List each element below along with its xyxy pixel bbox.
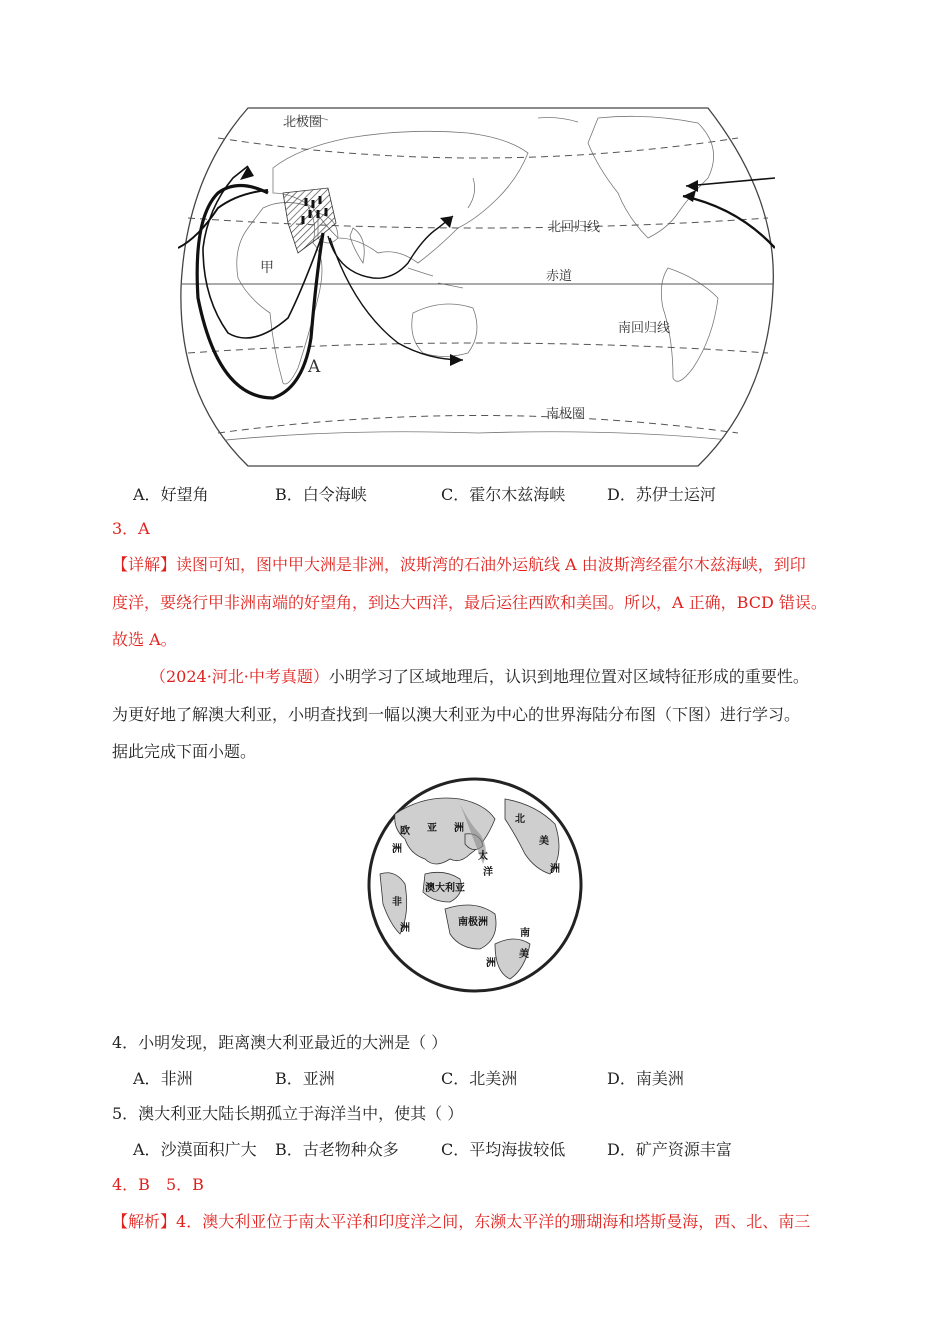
globe-north-america-3: 洲 [550, 864, 560, 875]
globe-africa-2: 洲 [400, 923, 410, 934]
globe-pacific-2: 洋 [483, 867, 493, 878]
globe-south-america-3: 洲 [486, 958, 496, 969]
q5-option-d[interactable] [607, 1138, 732, 1162]
label-equator: 赤道 [546, 269, 573, 284]
q3-detail-line-1 [112, 553, 806, 577]
option-text: 平均海拔较低 [469, 1140, 566, 1159]
q3-option-a[interactable] [133, 483, 209, 507]
option-letter: D． [607, 1140, 636, 1159]
q3-answer: 3．A [112, 519, 150, 538]
map-border [181, 108, 773, 466]
q3-option-d[interactable] [607, 483, 716, 507]
q4-option-c[interactable] [441, 1067, 517, 1091]
globe-south-america-1: 南 [520, 928, 530, 939]
answers-4-5: 4．B 5．B [112, 1175, 204, 1194]
globe-australia: 澳大利亚 [425, 883, 465, 894]
q3-detail-line-2: 度洋，要绕行甲非洲南端的好望角，到达大西洋，最后运往西欧和美国。所以，A 正确，BCD 错误。 [112, 593, 827, 612]
q5-option-b[interactable] [275, 1138, 399, 1162]
option-text: 霍尔木兹海峡 [469, 485, 566, 504]
q5-option-a[interactable] [133, 1138, 257, 1162]
option-letter: A． [133, 485, 161, 504]
globe-map [365, 774, 585, 996]
analysis-tag: 【解析】 [112, 1212, 177, 1231]
globe-north-america-1: 北 [515, 814, 525, 825]
q3-option-b[interactable] [275, 483, 367, 507]
globe-antarctica: 南极洲 [458, 917, 488, 928]
globe-africa-1: 非 [392, 897, 402, 908]
detail-tag: 【详解】 [112, 555, 177, 574]
q4-option-b[interactable] [275, 1067, 335, 1091]
option-text: 苏伊士运河 [635, 485, 716, 504]
option-letter: A． [133, 1069, 161, 1088]
analysis-text: 4．澳大利亚位于南太平洋和印度洋之间，东濒太平洋的珊瑚海和塔斯曼海，西、北、南三 [176, 1212, 811, 1231]
option-text: 亚洲 [302, 1069, 335, 1088]
option-text: 南美洲 [635, 1069, 684, 1088]
analysis-line [112, 1210, 810, 1234]
option-letter: B． [275, 1069, 303, 1088]
q3-detail-line-3: 故选 A。 [112, 630, 177, 649]
q3-option-c[interactable] [441, 483, 565, 507]
option-text: 沙漠面积广大 [160, 1140, 257, 1159]
passage-source: （2024·河北·中考真题） [150, 667, 329, 686]
option-letter: B． [275, 1140, 303, 1159]
globe-asia-2: 洲 [454, 823, 464, 834]
q4-option-a[interactable] [133, 1067, 193, 1091]
q4-stem: 4．小明发现，距离澳大利亚最近的大洲是（ ） [112, 1033, 448, 1052]
option-letter: D． [607, 1069, 636, 1088]
option-letter: C． [441, 485, 470, 504]
option-letter: B． [275, 485, 303, 504]
detail-text: 读图可知，图中甲大洲是非洲，波斯湾的石油外运航线 A 由波斯湾经霍尔木兹海峡，到印 [176, 555, 806, 574]
label-antarctic-circle: 南极圈 [546, 407, 586, 422]
label-tropic-capricorn: 南回归线 [618, 321, 671, 336]
q4-option-d[interactable] [607, 1067, 684, 1091]
option-text: 白令海峡 [302, 485, 367, 504]
option-letter: C． [441, 1140, 470, 1159]
label-continent-jia: 甲 [260, 260, 274, 276]
globe-north-america-2: 美 [539, 836, 549, 847]
globe-south-america-2: 美 [519, 949, 529, 960]
option-letter: D． [607, 485, 636, 504]
passage-line-3: 据此完成下面小题。 [112, 742, 257, 761]
globe-asia-1: 亚 [427, 823, 437, 834]
label-arctic-circle: 北极圈 [283, 115, 323, 130]
option-text: 好望角 [160, 485, 209, 504]
option-text: 北美洲 [469, 1069, 518, 1088]
q5-option-c[interactable] [441, 1138, 565, 1162]
world-map [178, 98, 775, 470]
label-tropic-cancer: 北回归线 [548, 220, 601, 235]
option-text: 非洲 [160, 1069, 193, 1088]
option-letter: A． [133, 1140, 161, 1159]
option-letter: C． [441, 1069, 470, 1088]
globe-pacific-1: 太 [478, 851, 488, 862]
option-text: 矿产资源丰富 [635, 1140, 732, 1159]
q5-stem: 5．澳大利亚大陆长期孤立于海洋当中，使其（ ） [112, 1104, 464, 1123]
globe-europe-2: 洲 [392, 844, 402, 855]
globe-europe-1: 欧 [400, 826, 410, 837]
label-route-a: A [308, 357, 321, 377]
passage-line-1 [150, 665, 809, 689]
passage-line-2: 为更好地了解澳大利亚，小明查找到一幅以澳大利亚为中心的世界海陆分布图（下图）进行学习。 [112, 705, 801, 724]
option-text: 古老物种众多 [302, 1140, 399, 1159]
passage-text: 小明学习了区域地理后，认识到地理位置对区域特征形成的重要性。 [328, 667, 809, 686]
